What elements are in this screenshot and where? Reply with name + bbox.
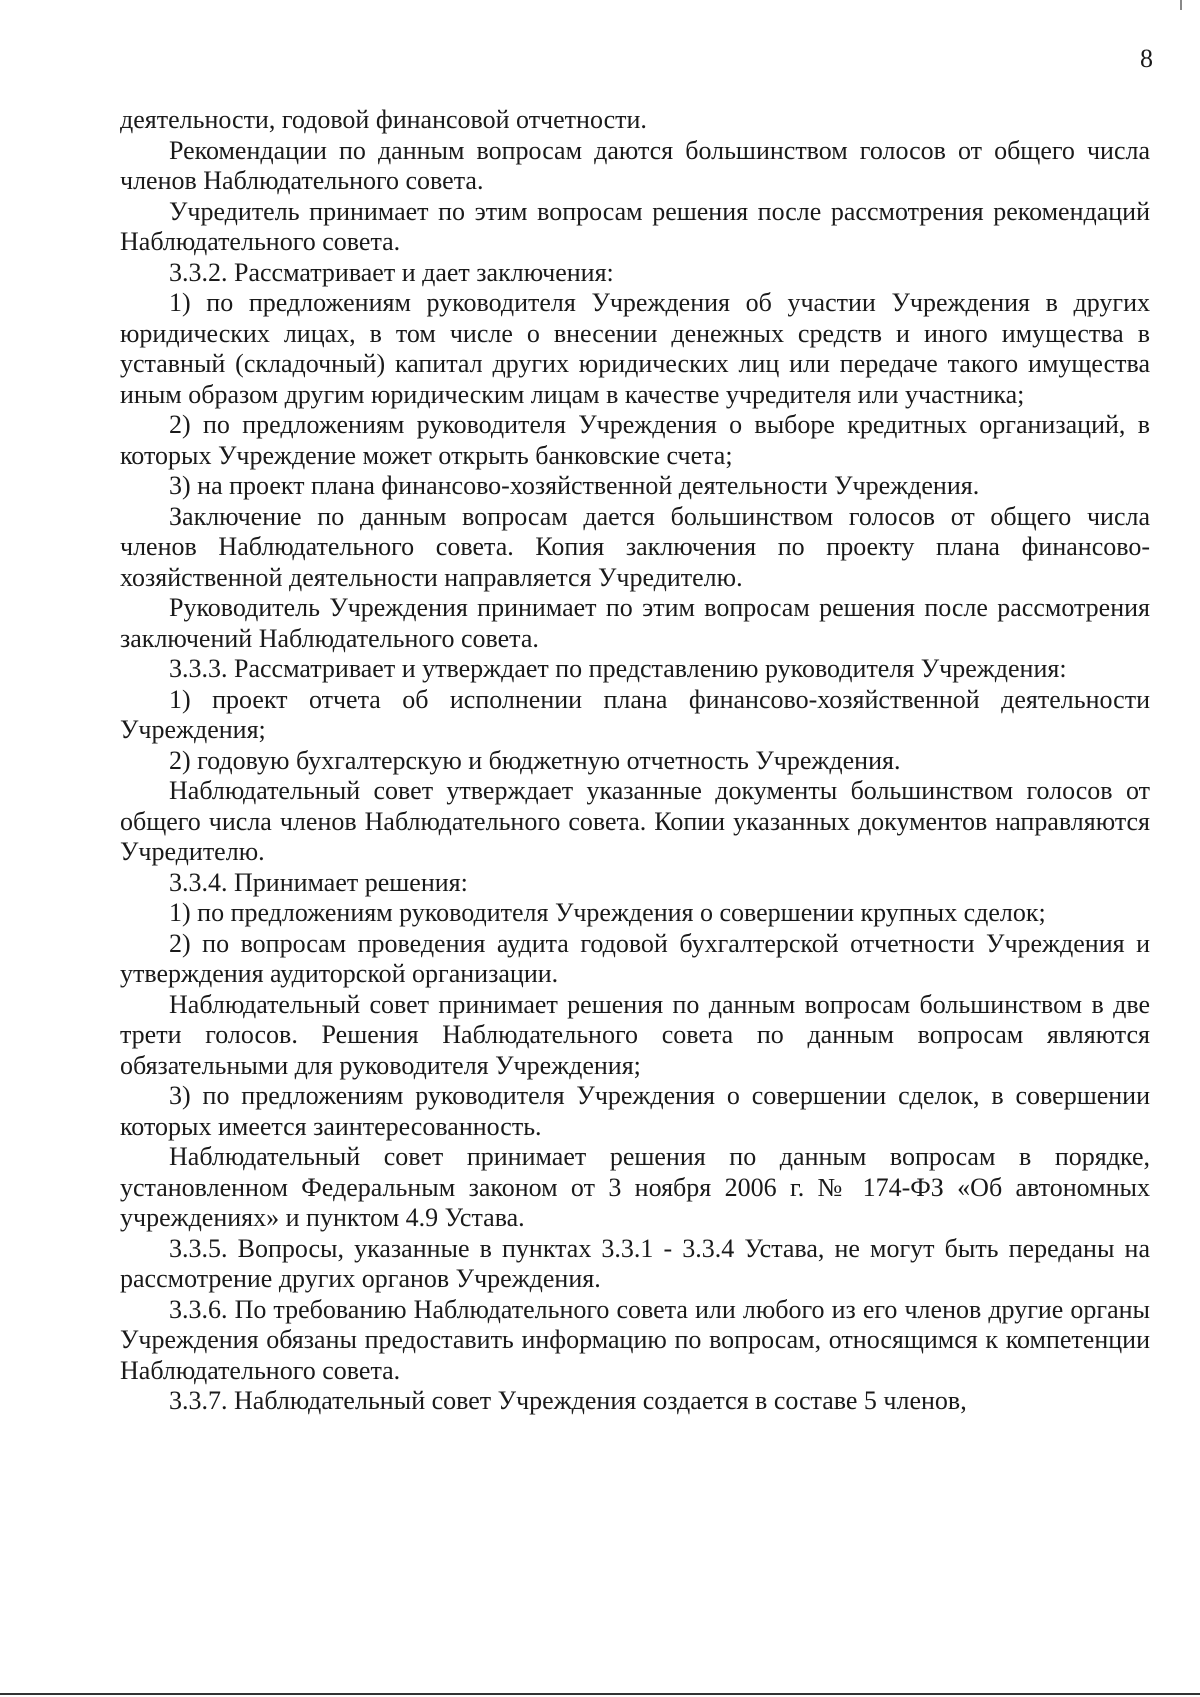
paragraph: Наблюдательный совет принимает решения по данным вопросам большинством в две трети голосов. Решения Наблюдательного совета по данным вопросам являются обязательными для руководителя Учреждения; <box>120 989 1150 1080</box>
paragraph: деятельности, годовой финансовой отчетности. <box>120 105 647 134</box>
paragraph: 3) на проект плана финансово-хозяйственной деятельности Учреждения. <box>169 471 980 500</box>
paragraph: 3) по предложениям руководителя Учреждения о совершении сделок, в совершении которых имеется заинтересованность. <box>120 1081 1150 1141</box>
paragraph: 3.3.4. Принимает решения: <box>169 867 468 897</box>
paragraph: Наблюдательный совет принимает решения по данным вопросам в порядке, установленном Федеральным законом от 3 ноября 2006 г. № 174-ФЗ «Об автономных учреждениях» и пунктом 4.9 Устава. <box>120 1142 1150 1232</box>
scan-artifact-mark <box>1180 0 1182 10</box>
paragraph: 2) годовую бухгалтерскую и бюджетную отчетность Учреждения. <box>169 745 901 775</box>
paragraph: 3.3.7. Наблюдательный совет Учреждения создается в составе 5 членов, <box>169 1386 967 1415</box>
paragraph: Заключение по данным вопросам дается большинством голосов от общего числа членов Наблюдательного совета. Копия заключения по проекту плана финансово-хозяйственной деятельности направляется Учредителю. <box>120 501 1150 592</box>
paragraph: 3.3.6. По требованию Наблюдательного совета или любого из его членов другие органы Учреждения обязаны предоставить информацию по вопросам, относящимся к компетенции Наблюдательного совета. <box>120 1294 1150 1385</box>
paragraph: 2) по предложениям руководителя Учреждения о выборе кредитных организаций, в которых Учреждение может открыть банковские счета; <box>120 410 1150 470</box>
paragraph: 3.3.3. Рассматривает и утверждает по представлению руководителя Учреждения: <box>169 654 1067 683</box>
document-body <box>120 105 1150 1417</box>
paragraph: 1) проект отчета об исполнении плана финансово-хозяйственной деятельности Учреждения; <box>120 684 1150 744</box>
paragraph: Учредитель принимает по этим вопросам решения после рассмотрения рекомендаций Наблюдательного совета. <box>120 196 1150 256</box>
page-number: 8 <box>1140 44 1153 73</box>
paragraph: 3.3.5. Вопросы, указанные в пунктах 3.3.1 - 3.3.4 Устава, не могут быть переданы на рассмотрение других органов Учреждения. <box>120 1233 1150 1293</box>
paragraph: Наблюдательный совет утверждает указанные документы большинством голосов от общего числа членов Наблюдательного совета. Копии указанных документов направляются Учредителю. <box>120 776 1150 866</box>
paragraph: 1) по предложениям руководителя Учреждения об участии Учреждения в других юридических лицах, в том числе о внесении денежных средств и иного имущества в уставный (складочный) капитал других юридических лиц или передаче такого имущества иным образом другим юридическим лицам в качестве учредителя или участника; <box>120 288 1150 409</box>
scan-edge-line <box>0 1693 1200 1695</box>
paragraph: 3.3.2. Рассматривает и дает заключения: <box>169 257 614 287</box>
paragraph: 2) по вопросам проведения аудита годовой бухгалтерской отчетности Учреждения и утверждения аудиторской организации. <box>120 928 1150 988</box>
paragraph: 1) по предложениям руководителя Учреждения о совершении крупных сделок; <box>169 898 1046 927</box>
paragraph: Рекомендации по данным вопросам даются большинством голосов от общего числа членов Наблюдательного совета. <box>120 135 1150 195</box>
paragraph: Руководитель Учреждения принимает по этим вопросам решения после рассмотрения заключений Наблюдательного совета. <box>120 593 1150 653</box>
